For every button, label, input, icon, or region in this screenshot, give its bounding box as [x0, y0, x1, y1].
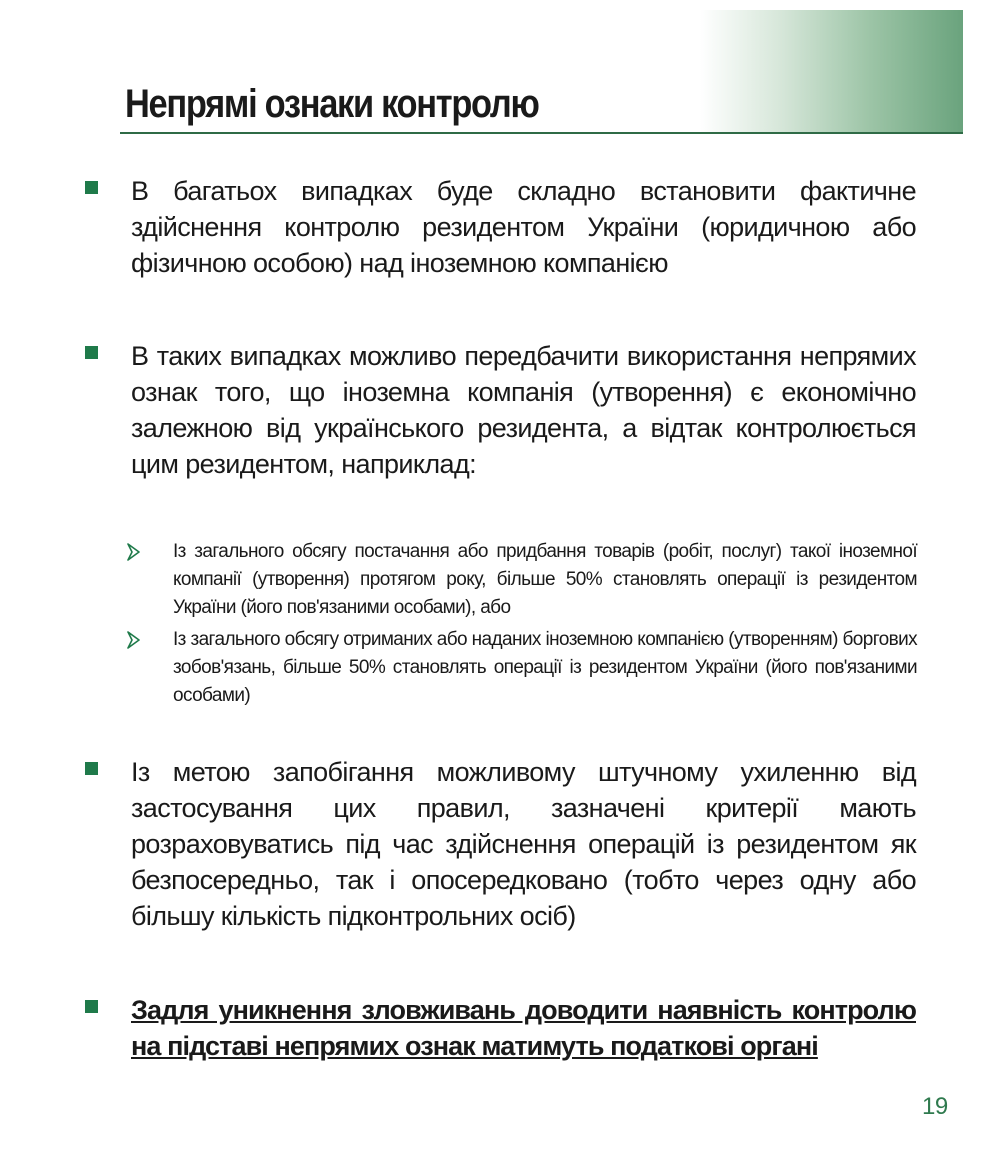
- page-number: 19: [922, 1093, 948, 1120]
- bullet-text-2: В таких випадках можливо передбачити використання непрямих ознак того, що іноземна компанія (утворення) є економічно залежною від українського резидента, а відтак контролюється цим резидентом, наприклад:: [131, 341, 916, 479]
- arrow-bullet-icon: [127, 631, 141, 649]
- bullet-square-icon: [85, 1000, 98, 1013]
- title-underline-rule: [120, 132, 963, 134]
- sub-bullet-text-2: Із загального обсягу отриманих або наданих іноземною компанією (утворенням) боргових зобов'язань, більше 50% становлять операції із резидентом України (його пов'язаними особами): [173, 629, 917, 706]
- bullet-text-4-emphasis: Задля уникнення зловживань доводити наявність контролю на підставі непрямих ознак матимуть податкові органі: [131, 995, 916, 1061]
- corner-gradient-decoration: [700, 10, 963, 134]
- slide-title: Непрямі ознаки контролю: [125, 82, 539, 126]
- bullet-text-1: В багатьох випадках буде складно встановити фактичне здійснення контролю резидентом України (юридичною або фізичною особою) над іноземною компанією: [131, 176, 916, 278]
- bullet-square-icon: [85, 762, 98, 775]
- bullet-square-icon: [85, 346, 98, 359]
- arrow-bullet-icon: [127, 543, 141, 561]
- bullet-square-icon: [85, 181, 98, 194]
- sub-bullet-text-1: Із загального обсягу постачання або придбання товарів (робіт, послуг) такої іноземної компанії (утворення) протягом року, більше 50% становлять операції із резидентом України (його пов'язаними особами), або: [173, 541, 917, 618]
- bullet-text-3: Із метою запобігання можливому штучному ухиленню від застосування цих правил, зазначені критерії мають розраховуватись під час здійснення операцій із резидентом як безпосередньо, так і опосередковано (тобто через одну або більшу кількість підконтрольних осіб): [131, 757, 916, 931]
